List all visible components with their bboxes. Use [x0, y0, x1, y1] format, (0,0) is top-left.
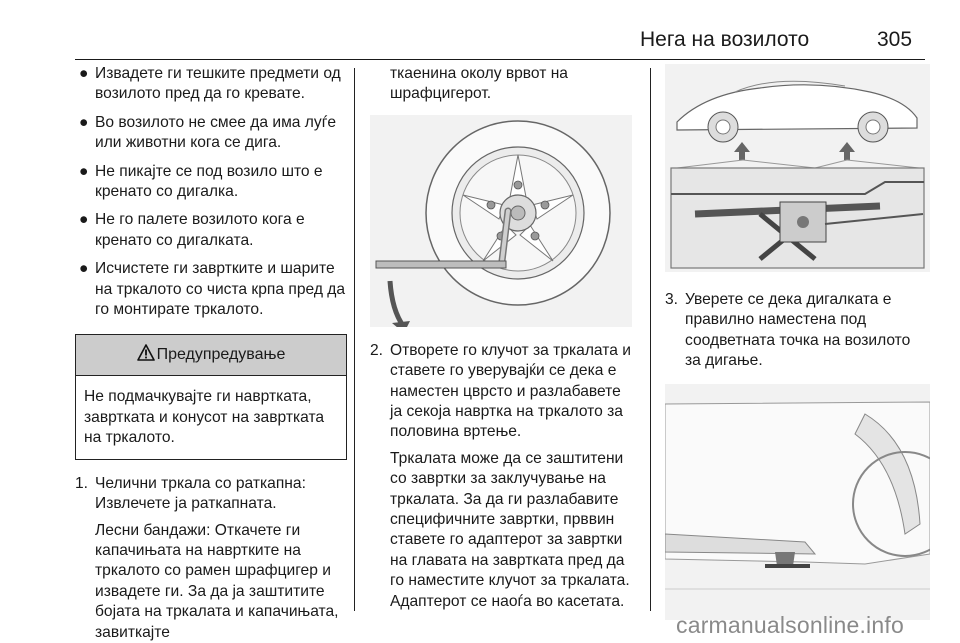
list-item — [75, 259, 347, 320]
bullet-dot: ● — [79, 260, 89, 278]
list-item — [75, 162, 347, 203]
column-divider-left — [354, 68, 355, 611]
step-number: 2. — [370, 341, 384, 359]
wheel-wrench-drawing — [370, 115, 632, 327]
step-paragraph: Тркалата може да се заштитени со завртки за заклучување на тркалата. За да ги разлабавите специфичните завртки, прввин ставете го адаптерот за завртки на главата на завртката пред да го наместите клучот за тркалата. Адаптерот се наоѓа во касетата. — [390, 449, 630, 610]
bullet-dot: ● — [79, 65, 89, 82]
warning-title: Предупредување — [156, 346, 286, 364]
warning-text: Не подмачкувајте ги навртката, завртката и конусот на завртката на тркалото. — [84, 388, 325, 447]
bullet-dot: ● — [79, 162, 89, 180]
car-jack-drawing — [665, 64, 930, 272]
step-item — [665, 290, 930, 372]
column-3 — [665, 64, 930, 620]
car-lift-points-illustration — [665, 64, 930, 272]
continued-text: ткаенина околу врвот на шрафцигерот. — [390, 65, 568, 103]
warning-box — [75, 334, 347, 459]
bullet-text: Извадете ги тешките предмети од возилото пред да го кревате. — [95, 65, 341, 103]
step-number: 1. — [75, 474, 89, 492]
bullet-text: Не го палете возилото кога е кренато со дигалката. — [95, 211, 305, 249]
jack-position-drawing — [665, 384, 930, 620]
step-item — [370, 341, 636, 612]
step-list — [665, 290, 930, 372]
bullet-text: Во возилото не смее да има луѓе или животни кога се дига. — [95, 113, 337, 152]
column-2 — [370, 64, 636, 612]
watermark: carmanualsonline.info — [676, 612, 904, 638]
bullet-list — [75, 64, 347, 320]
bullet-text: Не пикајте се под возило што е кренато со дигалка. — [95, 162, 323, 201]
step-text: Челични тркала со раткапна: Извлечете ја раткапната. — [95, 474, 306, 513]
bullet-dot: ● — [79, 113, 89, 131]
column-1 — [75, 64, 347, 643]
warning-header — [76, 335, 346, 376]
list-item — [75, 210, 347, 251]
step-paragraph: Лесни бандажи: Откачете ги капачињата на навртките на тркалото со рамен шрафцигер и извадете ги. За да ја заштитите бојата на тркалата и капачињата, завиткајте — [95, 521, 339, 641]
list-item — [75, 64, 347, 105]
bullet-dot: ● — [79, 211, 89, 229]
jack-under-sill-illustration — [665, 384, 930, 620]
list-item — [75, 113, 347, 154]
page-number: 305 — [877, 28, 913, 51]
header-title: Нега на возилото — [640, 28, 810, 51]
step-text: Уверете се дека дигалката е правилно наместена под соодветната точка на возилото за дигање. — [685, 291, 911, 370]
header-rule — [75, 59, 925, 60]
step-number: 3. — [665, 291, 679, 308]
step-list — [370, 341, 636, 612]
step-item — [75, 474, 347, 643]
step-text: Отворете го клучот за тркалата и ставете го уверувајќи се дека е наместен цврсто и разлабавете ја секоја навртка на тркалото за половина вртење. — [390, 341, 631, 441]
bullet-text: Исчистете ги завртките и шарите на тркалото со чиста крпа пред да го монтирате тркалото. — [95, 260, 346, 319]
wheel-wrench-illustration — [370, 115, 632, 327]
step-list — [75, 474, 347, 643]
warning-triangle-icon — [137, 344, 155, 361]
column-divider-right — [650, 68, 651, 611]
